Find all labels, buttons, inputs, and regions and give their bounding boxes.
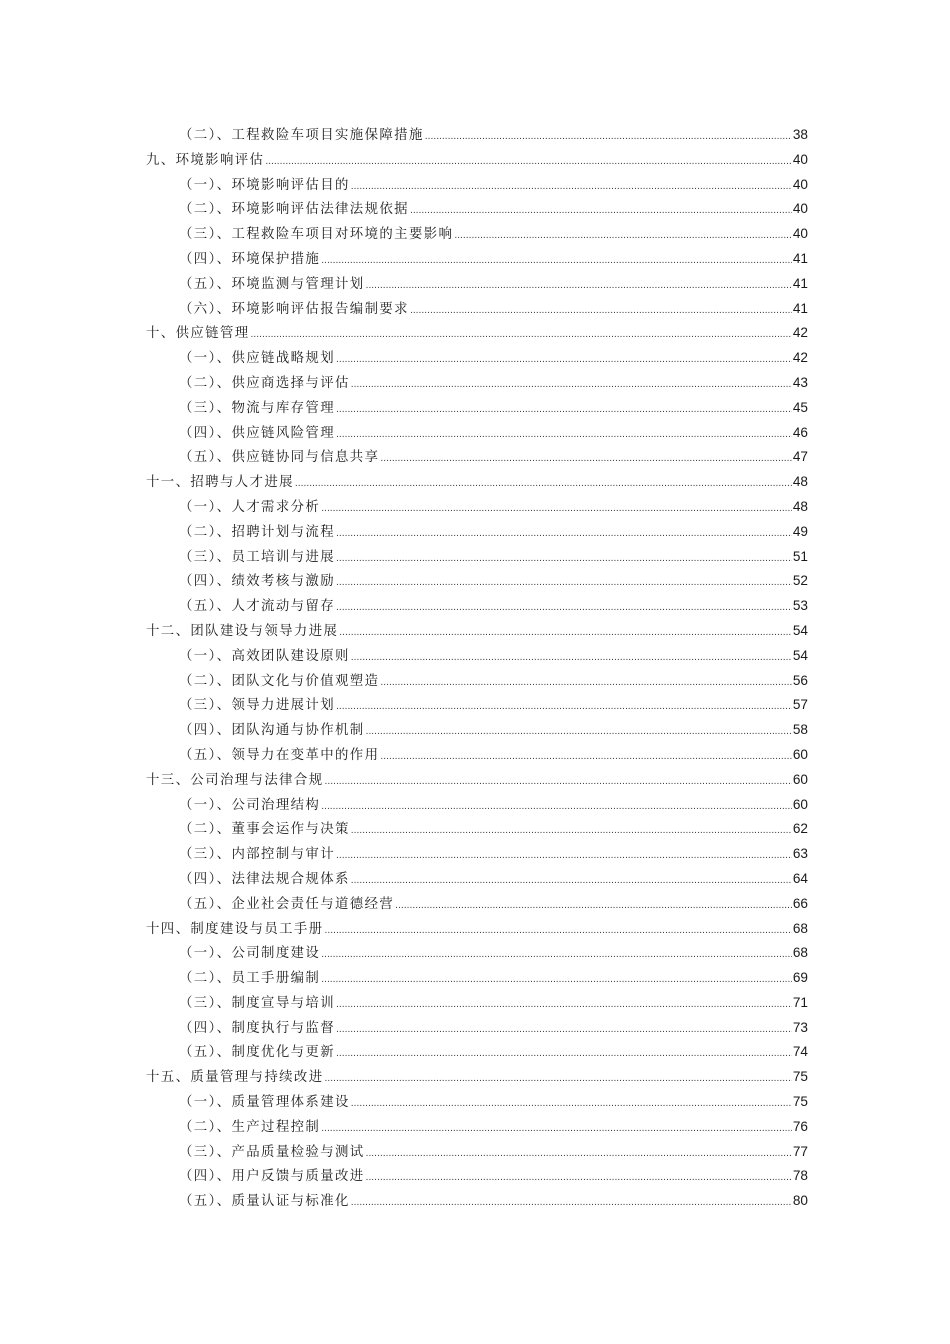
toc-section-entry[interactable] — [146, 446, 808, 471]
toc-entry-label: （三）、内部控制与审计 — [179, 847, 335, 863]
toc-page-number: 75 — [792, 1069, 808, 1085]
toc-page-number: 52 — [792, 573, 808, 589]
toc-entry-label: （四）、用户反馈与质量改进 — [179, 1169, 365, 1185]
toc-entry-label: （五）、供应链协同与信息共享 — [179, 450, 380, 466]
toc-leader-dots — [265, 157, 792, 167]
toc-entry-label: （二）、工程救险车项目实施保障措施 — [179, 128, 424, 143]
toc-section-entry[interactable] — [146, 794, 808, 819]
toc-section-entry[interactable] — [146, 818, 808, 843]
toc-leader-dots — [351, 653, 792, 663]
toc-section-entry[interactable] — [146, 843, 808, 868]
toc-entry-label: （二）、环境影响评估法律法规依据 — [179, 202, 409, 218]
toc-leader-dots — [351, 380, 792, 390]
toc-entry-label: （一）、供应链战略规划 — [179, 351, 335, 367]
toc-section-entry[interactable] — [146, 868, 808, 893]
toc-leader-dots — [321, 1124, 792, 1134]
toc-entry-label: （一）、环境影响评估目的 — [179, 177, 350, 193]
toc-chapter-entry[interactable] — [146, 471, 808, 496]
toc-section-entry[interactable] — [146, 546, 808, 571]
toc-leader-dots — [425, 132, 792, 142]
toc-leader-dots — [336, 578, 792, 588]
toc-entry-label: （六）、环境影响评估报告编制要求 — [179, 301, 409, 317]
toc-page-number: 75 — [792, 1094, 808, 1110]
toc-leader-dots — [336, 1000, 792, 1010]
toc-entry-label: （五）、制度优化与更新 — [179, 1045, 335, 1061]
toc-leader-dots — [351, 182, 792, 192]
toc-leader-dots — [336, 430, 792, 440]
toc-page-number: 63 — [792, 846, 808, 862]
toc-page-number: 40 — [792, 176, 808, 192]
toc-section-entry[interactable] — [146, 223, 808, 248]
toc-leader-dots — [336, 1025, 792, 1035]
toc-entry-label: （三）、工程救险车项目对环境的主要影响 — [179, 227, 454, 243]
toc-page-number: 48 — [792, 474, 808, 490]
toc-entry-label: （一）、公司治理结构 — [179, 797, 321, 813]
toc-entry-label: （二）、团队文化与价值观塑造 — [179, 673, 380, 689]
toc-page-number: 60 — [792, 746, 808, 762]
toc-section-entry[interactable] — [146, 645, 808, 670]
toc-section-entry[interactable] — [146, 595, 808, 620]
toc-section-entry[interactable] — [146, 521, 808, 546]
toc-leader-dots — [321, 504, 792, 514]
toc-page-number: 40 — [792, 151, 808, 167]
toc-page-number: 53 — [792, 598, 808, 614]
toc-entry-label: （四）、制度执行与监督 — [179, 1020, 335, 1036]
toc-leader-dots — [351, 826, 792, 836]
toc-chapter-entry[interactable] — [146, 149, 808, 174]
toc-page-number: 49 — [792, 523, 808, 539]
toc-page-number: 76 — [792, 1118, 808, 1134]
toc-section-entry[interactable] — [146, 124, 808, 149]
toc-page-number: 47 — [792, 449, 808, 465]
toc-entry-label: （三）、制度宣导与培训 — [179, 995, 335, 1011]
toc-page-number: 45 — [792, 399, 808, 415]
toc-section-entry[interactable] — [146, 942, 808, 967]
toc-page-number: 40 — [792, 226, 808, 242]
toc-page-number: 68 — [792, 945, 808, 961]
toc-page-number: 41 — [792, 275, 808, 291]
toc-entry-label: （四）、绩效考核与激励 — [179, 574, 335, 590]
toc-page-number: 48 — [792, 498, 808, 514]
toc-chapter-entry[interactable] — [146, 1066, 808, 1091]
toc-section-entry[interactable] — [146, 670, 808, 695]
toc-leader-dots — [295, 479, 792, 489]
toc-entry-label: （四）、环境保护措施 — [179, 251, 321, 267]
toc-page-number: 60 — [792, 771, 808, 787]
toc-chapter-entry[interactable] — [146, 322, 808, 347]
toc-entry-label: （二）、供应商选择与评估 — [179, 375, 350, 391]
toc-page-number: 58 — [792, 722, 808, 738]
toc-leader-dots — [321, 950, 792, 960]
toc-section-entry[interactable] — [146, 570, 808, 595]
toc-section-entry[interactable] — [146, 1091, 808, 1116]
toc-leader-dots — [366, 1173, 792, 1183]
toc-leader-dots — [325, 926, 792, 936]
toc-page-number: 62 — [792, 821, 808, 837]
toc-page-number: 73 — [792, 1019, 808, 1035]
toc-section-entry[interactable] — [146, 694, 808, 719]
toc-section-entry[interactable] — [146, 719, 808, 744]
toc-entry-label: （五）、质量认证与标准化 — [179, 1194, 350, 1210]
toc-leader-dots — [251, 330, 792, 340]
toc-leader-dots — [336, 554, 792, 564]
toc-entry-label: 十一、招聘与人才进展 — [146, 475, 294, 491]
toc-page-number: 54 — [792, 622, 808, 638]
toc-leader-dots — [454, 231, 792, 241]
toc-page-number: 42 — [792, 350, 808, 366]
toc-section-entry[interactable] — [146, 273, 808, 298]
toc-section-entry[interactable] — [146, 744, 808, 769]
toc-entry-label: （四）、供应链风险管理 — [179, 425, 335, 441]
toc-entry-label: 十四、制度建设与员工手册 — [146, 921, 324, 937]
toc-section-entry[interactable] — [146, 1190, 808, 1215]
toc-entry-label: （一）、公司制度建设 — [179, 946, 321, 962]
toc-entry-label: 十、供应链管理 — [146, 326, 250, 342]
toc-leader-dots — [336, 1049, 792, 1059]
toc-page-number: 64 — [792, 870, 808, 886]
toc-chapter-entry[interactable] — [146, 918, 808, 943]
toc-page-number: 54 — [792, 647, 808, 663]
toc-entry-label: （三）、领导力进展计划 — [179, 698, 335, 714]
toc-leader-dots — [410, 306, 792, 316]
toc-leader-dots — [395, 901, 792, 911]
toc-page-number: 80 — [792, 1193, 808, 1209]
toc-leader-dots — [321, 802, 792, 812]
toc-leader-dots — [321, 975, 792, 985]
toc-entry-label: （二）、员工手册编制 — [179, 971, 321, 987]
toc-entry-label: 九、环境影响评估 — [146, 152, 265, 168]
toc-page-number: 74 — [792, 1044, 808, 1060]
toc-section-entry[interactable] — [146, 298, 808, 323]
toc-section-entry[interactable] — [146, 1116, 808, 1141]
toc-leader-dots — [380, 752, 792, 762]
toc-entry-label: （二）、招聘计划与流程 — [179, 524, 335, 540]
toc-section-entry[interactable] — [146, 1017, 808, 1042]
toc-leader-dots — [380, 454, 792, 464]
toc-chapter-entry[interactable] — [146, 620, 808, 645]
toc-leader-dots — [336, 851, 792, 861]
toc-section-entry[interactable] — [146, 248, 808, 273]
toc-section-entry[interactable] — [146, 198, 808, 223]
toc-entry-label: 十二、团队建设与领导力进展 — [146, 623, 339, 639]
toc-leader-dots — [366, 1149, 792, 1159]
toc-entry-label: 十五、质量管理与持续改进 — [146, 1070, 324, 1086]
toc-entry-label: （五）、企业社会责任与道德经营 — [179, 896, 395, 912]
toc-section-entry[interactable] — [146, 174, 808, 199]
toc-page-number: 40 — [792, 201, 808, 217]
toc-section-entry[interactable] — [146, 893, 808, 918]
toc-page-number: 46 — [792, 424, 808, 440]
toc-section-entry[interactable] — [146, 1041, 808, 1066]
toc-page-number: 41 — [792, 250, 808, 266]
toc-section-entry[interactable] — [146, 347, 808, 372]
toc-entry-label: （四）、法律法规合规体系 — [179, 871, 350, 887]
toc-page-number: 41 — [792, 300, 808, 316]
toc-section-entry[interactable] — [146, 1165, 808, 1190]
toc-leader-dots — [366, 727, 792, 737]
toc-entry-label: 十三、公司治理与法律合规 — [146, 772, 324, 788]
toc-page-number: 60 — [792, 796, 808, 812]
toc-page-number: 38 — [792, 127, 808, 142]
toc-section-entry[interactable] — [146, 397, 808, 422]
toc-leader-dots — [336, 405, 792, 415]
toc-leader-dots — [410, 206, 792, 216]
toc-entry-label: （一）、高效团队建设原则 — [179, 648, 350, 664]
toc-entry-label: （二）、董事会运作与决策 — [179, 822, 350, 838]
toc-page-number: 56 — [792, 672, 808, 688]
toc-entry-label: （三）、员工培训与进展 — [179, 549, 335, 565]
toc-entry-label: （一）、质量管理体系建设 — [179, 1095, 350, 1111]
table-of-contents — [146, 124, 808, 1215]
toc-leader-dots — [321, 256, 792, 266]
toc-entry-label: （二）、生产过程控制 — [179, 1119, 321, 1135]
toc-entry-label: （五）、人才流动与留存 — [179, 599, 335, 615]
toc-leader-dots — [336, 529, 792, 539]
toc-leader-dots — [339, 628, 792, 638]
toc-chapter-entry[interactable] — [146, 769, 808, 794]
toc-section-entry[interactable] — [146, 372, 808, 397]
toc-entry-label: （一）、人才需求分析 — [179, 499, 321, 515]
toc-page-number: 51 — [792, 548, 808, 564]
toc-entry-label: （五）、环境监测与管理计划 — [179, 276, 365, 292]
toc-page-number: 57 — [792, 697, 808, 713]
toc-entry-label: （三）、产品质量检验与测试 — [179, 1144, 365, 1160]
toc-section-entry[interactable] — [146, 967, 808, 992]
toc-leader-dots — [351, 1099, 792, 1109]
toc-page-number: 77 — [792, 1143, 808, 1159]
toc-leader-dots — [325, 1074, 792, 1084]
toc-leader-dots — [336, 603, 792, 613]
toc-leader-dots — [325, 777, 792, 787]
toc-entry-label: （三）、物流与库存管理 — [179, 400, 335, 416]
toc-section-entry[interactable] — [146, 496, 808, 521]
toc-section-entry[interactable] — [146, 422, 808, 447]
toc-leader-dots — [351, 876, 792, 886]
toc-leader-dots — [336, 355, 792, 365]
toc-section-entry[interactable] — [146, 992, 808, 1017]
toc-leader-dots — [366, 281, 792, 291]
toc-leader-dots — [380, 678, 792, 688]
toc-page-number: 78 — [792, 1168, 808, 1184]
toc-page-number: 71 — [792, 994, 808, 1010]
toc-page-number: 43 — [792, 374, 808, 390]
toc-page-number: 66 — [792, 895, 808, 911]
toc-page-number: 68 — [792, 920, 808, 936]
toc-page-number: 42 — [792, 325, 808, 341]
toc-entry-label: （四）、团队沟通与协作机制 — [179, 723, 365, 739]
toc-leader-dots — [351, 1198, 792, 1208]
toc-entry-label: （五）、领导力在变革中的作用 — [179, 747, 380, 763]
toc-page-number: 69 — [792, 970, 808, 986]
toc-section-entry[interactable] — [146, 1141, 808, 1166]
toc-leader-dots — [336, 702, 792, 712]
